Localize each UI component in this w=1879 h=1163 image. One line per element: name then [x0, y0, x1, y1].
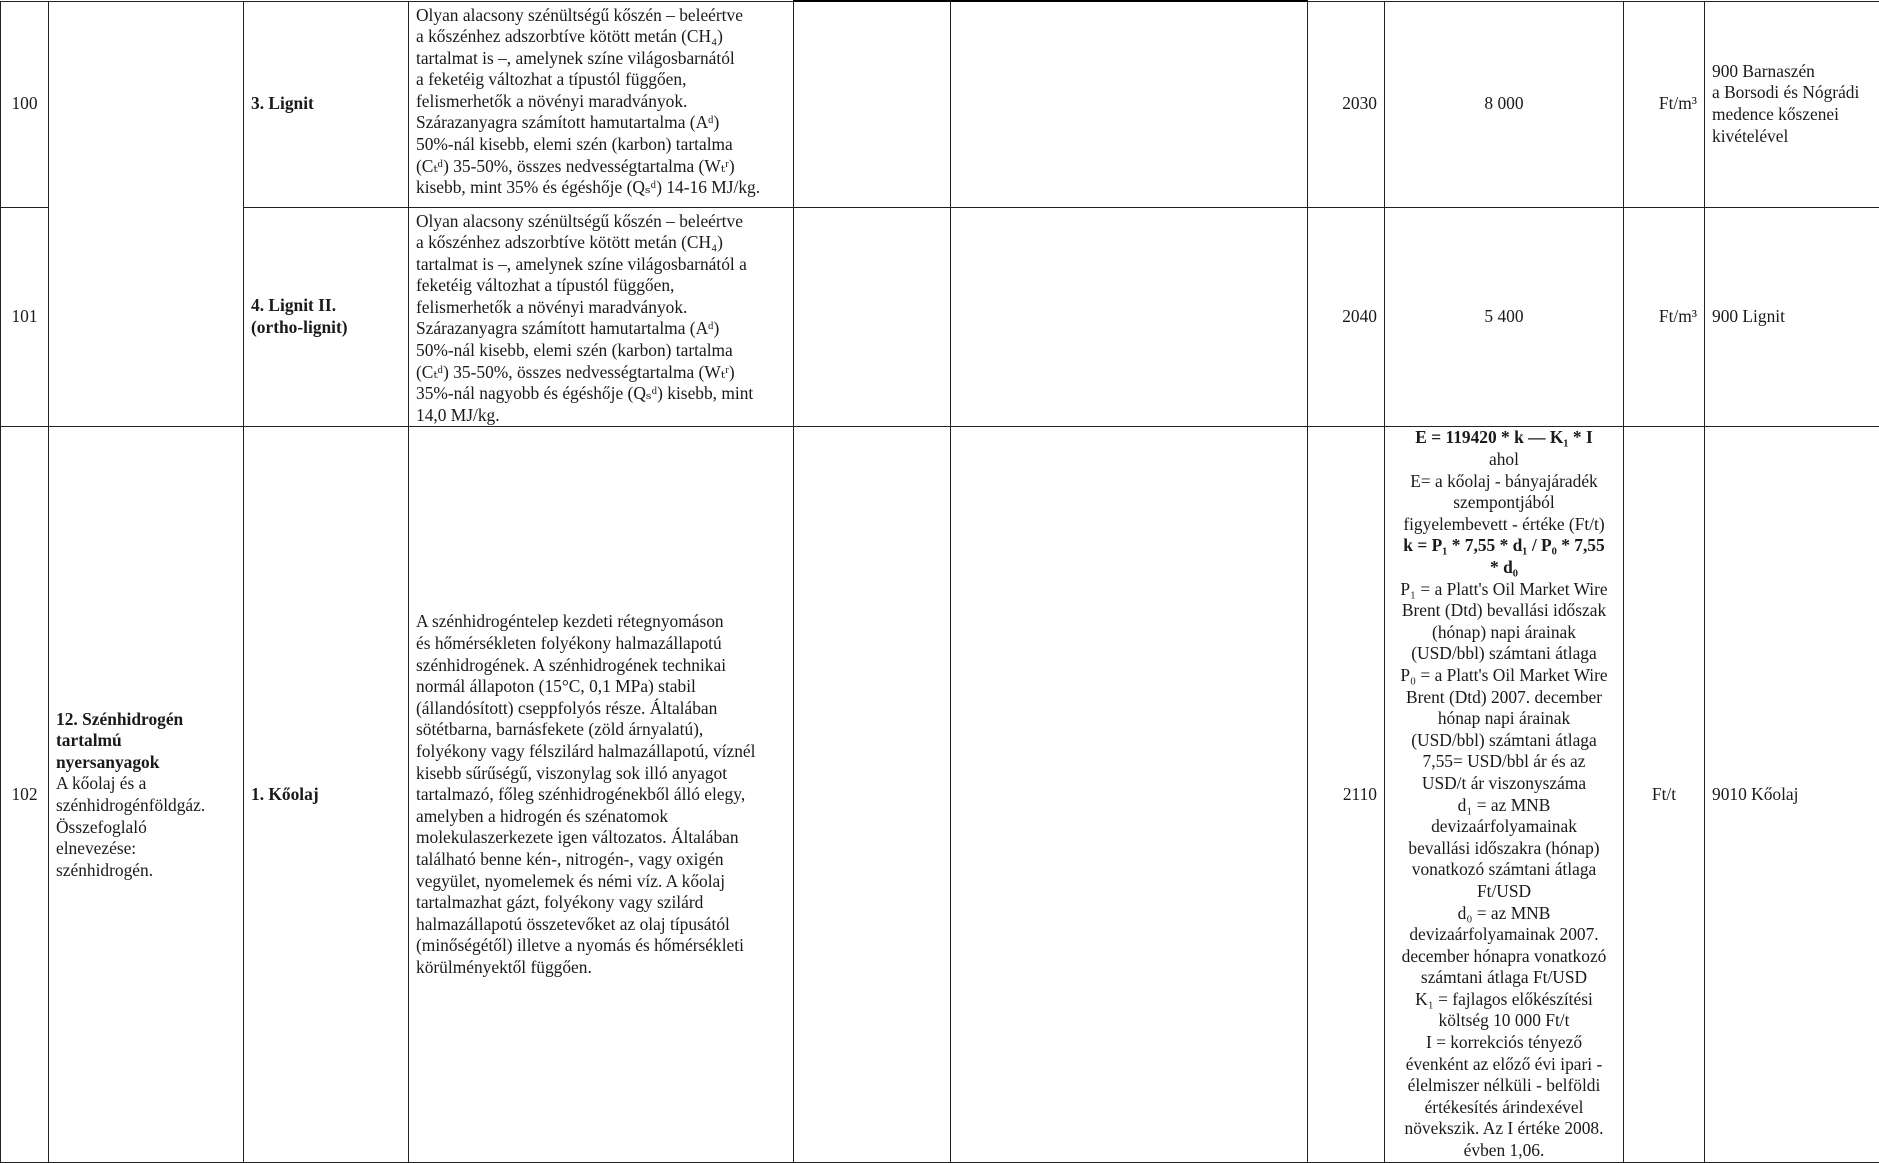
item-name	[244, 207, 409, 427]
unit-cell: Ft/t	[1624, 427, 1705, 1163]
text-line: és hőmérsékleten folyékony halmazállapotú	[416, 633, 786, 655]
text-line: vegyület, nyomelemek és némi víz. A kőolaj	[416, 871, 786, 893]
unit-cell: Ft/m³	[1624, 207, 1705, 427]
text-line: nyersanyagok	[56, 752, 236, 774]
text-line: tartalmazhat gázt, folyékony vagy szilárd	[416, 892, 786, 914]
formula-line: élelmiszer nélküli - belföldi	[1389, 1075, 1619, 1097]
formula-line: évben 1,06.	[1389, 1140, 1619, 1162]
value-cell: 5 400	[1385, 207, 1624, 427]
formula-line: k = P₁ * 7,55 * d₁ / P₀ * 7,55	[1389, 535, 1619, 557]
formula-line: P₁ = a Platt's Oil Market Wire	[1389, 579, 1619, 601]
code-cell: 2030	[1308, 1, 1385, 207]
formula-line: hónap napi árainak	[1389, 708, 1619, 730]
formula-line: számtani átlaga Ft/USD	[1389, 967, 1619, 989]
formula-line: USD/t ár viszonyszáma	[1389, 773, 1619, 795]
formula-cell	[1385, 427, 1624, 1163]
formula-line: (hónap) napi árainak	[1389, 622, 1619, 644]
formula-line: bevallási időszakra (hónap)	[1389, 838, 1619, 860]
text-line: sötétbarna, barnásfekete (zöld árnyalatú),	[416, 719, 786, 741]
text-line: szénhidrogén.	[56, 860, 236, 882]
text-line: normál állapoton (15°C, 0,1 MPa) stabil	[416, 676, 786, 698]
formula-line: E= a kőolaj - bányajáradék	[1389, 471, 1619, 493]
text-line: 12. Szénhidrogén	[56, 709, 236, 731]
row-number: 102	[1, 427, 49, 1163]
item-description	[409, 1, 794, 207]
formula-line: d₁ = az MNB	[1389, 795, 1619, 817]
text-line: 50%-nál kisebb, elemi szén (karbon) tartalma	[416, 340, 786, 362]
formula-line: figyelembevett - értéke (Ft/t)	[1389, 514, 1619, 536]
text-line: kisebb sűrűségű, viszonylag sok illó anyagot	[416, 763, 786, 785]
text-line: 14,0 MJ/kg.	[416, 405, 786, 427]
formula-line: szempontjából	[1389, 492, 1619, 514]
code-cell: 2040	[1308, 207, 1385, 427]
text-line: kisebb, mint 35% és égéshője (Qₛᵈ) 14-16 MJ/kg.	[416, 177, 786, 199]
text-line: halmazállapotú összetevőket az olaj típusától	[416, 914, 786, 936]
text-line: tartalmazó, főleg szénhidrogénekből álló elegy,	[416, 784, 786, 806]
empty-cell	[794, 207, 951, 427]
formula-line: devizaárfolyamainak	[1389, 816, 1619, 838]
text-line: körülményektől függően.	[416, 957, 786, 979]
text-line: tartalmat is –, amelynek színe világosbarnától a	[416, 254, 786, 276]
text-line: Olyan alacsony szénültségű kőszén – beleértve	[416, 5, 786, 27]
text-line: (ortho-lignit)	[251, 317, 401, 339]
formula-line: 7,55= USD/bbl ár és az	[1389, 751, 1619, 773]
text-line: tartalmú	[56, 730, 236, 752]
formula-line: ahol	[1389, 449, 1619, 471]
item-description	[409, 207, 794, 427]
formula-line: költség 10 000 Ft/t	[1389, 1010, 1619, 1032]
text-line: a feketéig változhat a típustól függően,	[416, 69, 786, 91]
text-line: felismerhetők a növényi maradványok.	[416, 297, 786, 319]
row-number: 100	[1, 1, 49, 207]
text-line: (állandósított) cseppfolyós része. Általában	[416, 698, 786, 720]
empty-cell	[951, 1, 1308, 207]
item-name: 3. Lignit	[244, 1, 409, 207]
group-description	[49, 427, 244, 1163]
item-description	[409, 427, 794, 1163]
text-line: 35%-nál nagyobb és égéshője (Qₛᵈ) kisebb, mint	[416, 383, 786, 405]
text-line: szénhidrogének. A szénhidrogének technikai	[416, 655, 786, 677]
text-line: szénhidrogénföldgáz.	[56, 795, 236, 817]
table-row	[1, 1, 1879, 207]
text-line: 50%-nál kisebb, elemi szén (karbon) tartalma	[416, 134, 786, 156]
item-name: 1. Kőolaj	[244, 427, 409, 1163]
formula-line: december hónapra vonatkozó	[1389, 946, 1619, 968]
formula-line: (USD/bbl) számtani átlaga	[1389, 730, 1619, 752]
formula-line: K₁ = fajlagos előkészítési	[1389, 989, 1619, 1011]
formula-line: I = korrekciós tényező	[1389, 1032, 1619, 1054]
text-line: 900 Barnaszén	[1712, 61, 1872, 83]
text-line: 4. Lignit II.	[251, 295, 401, 317]
formula-line: értékesítés árindexével	[1389, 1097, 1619, 1119]
formula-line: évenként az előző évi ipari -	[1389, 1054, 1619, 1076]
formula-line: * d₀	[1389, 557, 1619, 579]
text-line: amelyben a hidrogén és szénatomok	[416, 806, 786, 828]
formula-line: Brent (Dtd) 2007. december	[1389, 687, 1619, 709]
text-line: Olyan alacsony szénültségű kőszén – beleértve	[416, 211, 786, 233]
text-line: folyékony vagy félszilárd halmazállapotú, víznél	[416, 741, 786, 763]
text-line: (minőségétől) illetve a nyomás és hőmérsékleti	[416, 935, 786, 957]
empty-cell	[951, 427, 1308, 1163]
formula-line: d₀ = az MNB	[1389, 903, 1619, 925]
formula-line: növekszik. Az I értéke 2008.	[1389, 1118, 1619, 1140]
text-line: (Cₜᵈ) 35-50%, összes nedvességtartalma (Wₜʳ)	[416, 156, 786, 178]
text-line: A kőolaj és a	[56, 773, 236, 795]
text-line: Összefoglaló	[56, 817, 236, 839]
formula-line: Brent (Dtd) bevallási időszak	[1389, 600, 1619, 622]
text-line: feketéig változhat a típustól függően,	[416, 275, 786, 297]
note-cell	[1705, 1, 1879, 207]
row-number: 101	[1, 207, 49, 427]
note-cell: 9010 Kőolaj	[1705, 427, 1879, 1163]
unit-cell: Ft/m³	[1624, 1, 1705, 207]
formula-line: E = 119420 * k — K₁ * I	[1389, 427, 1619, 449]
text-line: Szárazanyagra számított hamutartalma (Aᵈ)	[416, 112, 786, 134]
empty-cell	[794, 1, 951, 207]
formula-line: Ft/USD	[1389, 881, 1619, 903]
text-line: a kőszénhez adszorbtíve kötött metán (CH₄)	[416, 232, 786, 254]
text-line: medence kőszenei	[1712, 104, 1872, 126]
text-line: a kőszénhez adszorbtíve kötött metán (CH₄)	[416, 26, 786, 48]
group-cell-empty	[49, 1, 244, 427]
text-line: a Borsodi és Nógrádi	[1712, 82, 1872, 104]
formula-line: vonatkozó számtani átlaga	[1389, 859, 1619, 881]
text-line: tartalmat is –, amelynek színe világosbarnától	[416, 48, 786, 70]
table-row	[1, 427, 1879, 1163]
text-line: molekulaszerkezete igen változatos. Általában	[416, 827, 786, 849]
formula-line: devizaárfolyamainak 2007.	[1389, 924, 1619, 946]
code-cell: 2110	[1308, 427, 1385, 1163]
empty-cell	[951, 207, 1308, 427]
text-line: kivételével	[1712, 126, 1872, 148]
empty-cell	[794, 427, 951, 1163]
text-line: Szárazanyagra számított hamutartalma (Aᵈ)	[416, 318, 786, 340]
text-line: felismerhetők a növényi maradványok.	[416, 91, 786, 113]
value-cell: 8 000	[1385, 1, 1624, 207]
formula-line: P₀ = a Platt's Oil Market Wire	[1389, 665, 1619, 687]
text-line: (Cₜᵈ) 35-50%, összes nedvességtartalma (Wₜʳ)	[416, 362, 786, 384]
formula-line: (USD/bbl) számtani átlaga	[1389, 643, 1619, 665]
text-line: található benne kén-, nitrogén-, vagy oxigén	[416, 849, 786, 871]
text-line: elnevezése:	[56, 838, 236, 860]
table-row	[1, 207, 1879, 427]
note-cell: 900 Lignit	[1705, 207, 1879, 427]
text-line: A szénhidrogéntelep kezdeti rétegnyomáson	[416, 611, 786, 633]
